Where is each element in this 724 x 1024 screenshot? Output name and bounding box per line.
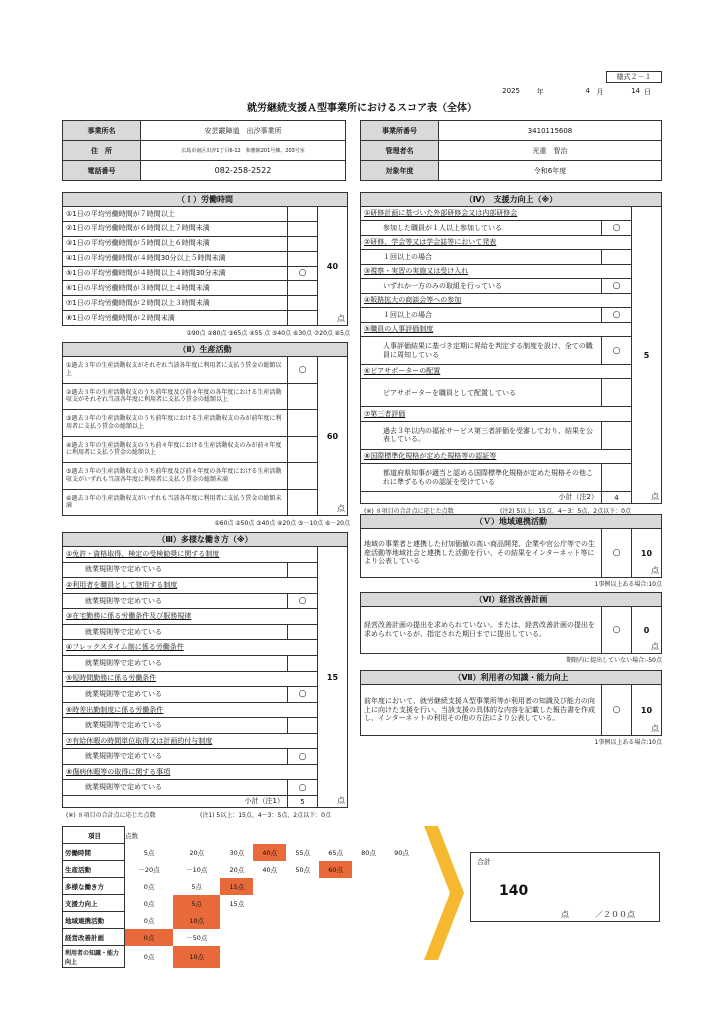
target-year-label: 対象年度 [361, 161, 439, 181]
total-label: 合計 [477, 858, 491, 866]
table-cell: 10点 [173, 946, 220, 968]
date-day: 14 [631, 87, 640, 95]
item-label: ⑦1日の平均労働時間が２時間以上３時間未満 [66, 298, 210, 307]
score-reference-table [62, 826, 418, 968]
item-label: 就業規則等で定めている [85, 658, 162, 667]
table-cell [253, 895, 286, 912]
item-heading [63, 547, 317, 563]
item-label: ⑥1日の平均労働時間が３時間以上４時間未満 [66, 283, 210, 292]
table-cell [319, 895, 352, 912]
item-label: ⑥ピアサポーターの配置 [364, 367, 441, 376]
table-cell [352, 861, 385, 878]
check-mark-cell: ○ [601, 685, 631, 735]
check-mark-cell [287, 252, 317, 266]
table-row [63, 844, 419, 861]
check-mark-cell: ○ [601, 337, 631, 364]
subtotal-row [63, 795, 317, 807]
score-value: 15 [326, 672, 339, 682]
item-row [63, 410, 317, 437]
check-mark-cell: ○ [601, 221, 631, 234]
phone-label: 電話番号 [63, 161, 141, 181]
table-cell: 40点 [253, 844, 286, 861]
table-cell: －20点 [138, 865, 160, 874]
check-mark-cell: ○ [601, 529, 631, 577]
table-cell [286, 946, 319, 968]
table-row-label: 利用者の知識・能力向上 [63, 946, 125, 968]
score-value: 40 [326, 261, 339, 271]
table-cell: 0点 [143, 882, 155, 891]
section-title: （Ⅵ）経営改善計画 [361, 593, 661, 607]
table-row [63, 946, 419, 968]
table-head-item: 項目 [63, 827, 125, 844]
total-box [470, 852, 660, 922]
table-cell: 80点 [361, 848, 376, 857]
office-info-left [62, 120, 346, 181]
section-score [631, 685, 661, 735]
table-row-label: 地域連携活動 [63, 912, 125, 929]
table-row-label: 多様な働き方 [63, 878, 125, 895]
date-year-label: 年 [536, 88, 544, 96]
item-label: ⑤1日の平均労働時間が４時間以上４時間30分未満 [66, 269, 226, 278]
item-row [361, 279, 631, 293]
section-diverse-work [62, 532, 348, 808]
score-unit: 点 [337, 314, 345, 323]
score-unit: 点 [651, 724, 659, 733]
item-label: 就業規則等で定めている [85, 783, 162, 792]
table-head-score: 点数 [125, 831, 138, 840]
table-row [63, 912, 419, 929]
check-mark-cell [287, 207, 317, 221]
item-label: ④1日の平均労働時間が４時間30分以上５時間未満 [66, 254, 226, 263]
item-label: 就業規則等で定めている [85, 689, 162, 698]
item-heading [63, 734, 317, 750]
check-mark-cell [287, 656, 317, 671]
item-row [361, 337, 631, 365]
item-row [63, 463, 317, 490]
check-mark-cell: ○ [287, 780, 317, 795]
score-unit: 点 [651, 642, 659, 651]
check-mark-cell [287, 410, 317, 436]
check-mark-cell: ○ [287, 357, 317, 383]
item-label: ⑧1日の平均労働時間が２時間未満 [66, 313, 175, 322]
table-cell [286, 895, 319, 912]
date-day-label: 日 [644, 88, 651, 96]
table-row [63, 929, 419, 946]
total-unit: 点 [561, 910, 569, 919]
item-label: ①免許・資格取得、検定の受検勧奨に関する制度 [66, 549, 220, 558]
score-unit: 点 [337, 796, 345, 805]
item-row [63, 357, 317, 384]
table-cell [385, 895, 418, 912]
table-cell [385, 861, 418, 878]
item-label: ④過去３年の生産活動収支のうち前々年度における生産活動収支のみが前々年度に利用者に支払う賃金の総額以上 [66, 441, 282, 457]
item-row [63, 490, 317, 516]
table-cell: 40点 [262, 865, 278, 874]
subtotal-label: 小計（注2） [558, 493, 598, 502]
check-mark-cell: ○ [287, 267, 317, 281]
table-cell: 65点 [328, 848, 344, 857]
table-cell: 20点 [229, 865, 245, 874]
table-cell: 60点 [319, 861, 352, 878]
check-mark-cell: ○ [601, 607, 631, 653]
table-row-label: 労働時間 [63, 844, 125, 861]
section-footer: ①60点 ②50点 ③40点 ④20点 ⑤－10点 ⑥－20点 [214, 520, 350, 527]
item-row [63, 207, 317, 222]
item-row [63, 656, 317, 672]
item-label: １回以上の場合 [383, 310, 432, 319]
item-label: ④販路拡大の商談会等への参加 [364, 296, 462, 305]
section-text: 経営改善計画の提出を求められていない。または、経営改善計画の提出を求められているが、指定された期日までに提出している。 [364, 621, 595, 638]
check-mark-cell [601, 422, 631, 449]
item-label: 参加した職員が１人以上参加している [383, 223, 502, 232]
section-score [317, 547, 347, 807]
item-label: 就業規則等で定めている [85, 596, 162, 605]
office-name-label: 事業所名 [63, 121, 141, 141]
table-cell: 30点 [229, 848, 245, 857]
date-line [470, 87, 670, 97]
table-cell: 50点 [295, 865, 311, 874]
score-value: 5 [643, 350, 650, 360]
item-row [63, 222, 317, 237]
item-label: ①1日の平均労働時間が７時間以上 [66, 209, 175, 218]
item-row [63, 594, 317, 610]
item-row [63, 780, 317, 795]
section-note-left: (※) ８項目の合計点に応じた点数 [66, 812, 156, 819]
score-unit: 点 [651, 566, 659, 575]
section-regional [360, 514, 662, 578]
table-cell [352, 929, 385, 946]
section-title: （Ｖ）地域連携活動 [361, 515, 661, 529]
score-value: 10 [640, 548, 653, 558]
item-label: ⑥時差出勤制度に係る労働条件 [66, 705, 164, 714]
section-footer: ①90点 ②80点 ③65点 ④55 点 ⑤40点 ⑥30点 ⑦20点 ⑧5点 [186, 330, 350, 337]
date-year: 2025 [502, 87, 520, 95]
item-row [63, 563, 317, 579]
table-cell: 5点 [191, 882, 203, 891]
section-note: 1事例以上ある場合:10点 [594, 739, 662, 746]
section-score [317, 357, 347, 515]
item-label: ③1日の平均労働時間が５時間以上６時間未満 [66, 239, 210, 248]
check-mark-cell [287, 718, 317, 733]
table-cell [253, 929, 286, 946]
subtotal-row [361, 491, 631, 503]
item-label: ①過去３年の生産活動収支がそれぞれ当該各年度に利用者に支払う賃金の総額以上 [66, 362, 282, 377]
item-row [63, 687, 317, 703]
section-note-left: (※) ８項目の合計点に応じた点数 [364, 508, 454, 515]
office-no-label: 事業所番号 [361, 121, 439, 141]
item-heading [361, 450, 631, 464]
score-unit: 点 [337, 504, 345, 513]
office-name: 安芸霰障道 出汐事業所 [141, 121, 346, 141]
item-row [63, 237, 317, 252]
check-mark-cell [601, 379, 631, 406]
item-row [361, 221, 631, 235]
item-row [63, 281, 317, 296]
item-label: ④フレックスタイム制に係る労働条件 [66, 643, 184, 652]
check-mark-cell: ○ [601, 308, 631, 321]
item-row [361, 464, 631, 491]
table-cell [385, 929, 418, 946]
table-cell [253, 878, 286, 895]
item-label: 過去３年以内の福祉サービス第三者評価を受審しており、結果を公表している。 [383, 426, 593, 444]
check-mark-cell [287, 384, 317, 410]
table-cell: －10点 [186, 865, 208, 874]
table-cell: 20点 [189, 848, 205, 857]
arrow-icon [420, 826, 466, 960]
section-note-right: (注2) 5以上：15点、4～3：5点、2点以下：0点 [500, 508, 631, 515]
section-title: （Ｉ）労働時間 [63, 193, 347, 207]
table-cell: －50点 [186, 933, 208, 942]
item-label: 都道府県知事が適当と認める国際標準化規格が定めた規格その他これに準ずるものの認証を受けている [383, 468, 593, 486]
item-row [361, 379, 631, 407]
item-heading [361, 236, 631, 250]
section-note: 期限内に提出していない場合:-50点 [566, 657, 662, 664]
check-mark-cell [287, 237, 317, 251]
section-score [631, 607, 661, 653]
item-row [63, 252, 317, 267]
table-cell [385, 946, 418, 968]
section-score [631, 529, 661, 577]
check-mark-cell: ○ [287, 749, 317, 764]
check-mark-cell: ○ [287, 594, 317, 609]
table-cell: 10点 [173, 912, 220, 929]
section-text: 前年度において、就労継続支援Ａ型事業所等が利用者の知識及び能力の向上に向けた支援を行い、当該支援の具体的な内容を記載した報告書を作成し、インターネットの利用その他の方法により公表している。 [364, 696, 595, 723]
section-title: （Ⅲ）多様な働き方（※） [63, 533, 347, 547]
table-cell [352, 878, 385, 895]
table-cell [352, 946, 385, 968]
check-mark-cell [287, 437, 317, 463]
table-cell [352, 912, 385, 929]
item-heading [63, 672, 317, 688]
item-row [361, 308, 631, 322]
item-label: 就業規則等で定めている [85, 721, 162, 730]
phone: 082-258-2522 [141, 161, 346, 181]
item-heading [63, 703, 317, 719]
score-value: 60 [326, 431, 339, 441]
table-cell [319, 929, 352, 946]
item-heading [63, 640, 317, 656]
item-heading [63, 578, 317, 594]
address: 広島市南区出汐1丁目6-12 和雅館201号棟、203号室 [141, 141, 346, 161]
item-row [63, 267, 317, 282]
section-support-skill [360, 192, 662, 504]
check-mark-cell [287, 563, 317, 578]
item-row [63, 437, 317, 464]
check-mark-cell [287, 463, 317, 489]
table-cell [286, 929, 319, 946]
item-heading [361, 265, 631, 279]
table-cell: 0点 [143, 916, 155, 925]
table-cell: 55点 [295, 848, 311, 857]
check-mark-cell [601, 464, 631, 491]
office-no: 3410115608 [439, 121, 662, 141]
date-month-label: 月 [596, 88, 604, 96]
address-label: 住 所 [63, 141, 141, 161]
date-month: 4 [585, 87, 590, 95]
table-cell [385, 912, 418, 929]
item-label: ⑧国際標準化規格が定めた規格等の認証等 [364, 452, 497, 461]
manager-label: 管理者名 [361, 141, 439, 161]
item-label: ②過去３年の生産活動収支のうち前年度及び前々年度の各年度における生産活動収支がそれぞれ当該各年度に利用者に支払う賃金の総額以上 [66, 388, 282, 404]
check-mark-cell [601, 250, 631, 263]
table-row-label: 生産活動 [63, 861, 125, 878]
item-row [63, 311, 317, 325]
section-title: （Ⅶ）利用者の知識・能力向上 [361, 671, 661, 685]
item-row [63, 718, 317, 734]
check-mark-cell [287, 490, 317, 516]
table-row-label: 支援力向上 [63, 895, 125, 912]
table-cell [253, 946, 286, 968]
item-label: ③在宅勤務に係る労働条件及び服務規律 [66, 612, 192, 621]
subtotal-value: 5 [287, 796, 317, 807]
item-label: ③視察・実習の実施又は受け入れ [364, 267, 469, 276]
table-cell [319, 912, 352, 929]
item-label: 就業規則等で定めている [85, 565, 162, 574]
item-label: １回以上の場合 [383, 252, 432, 261]
table-cell: 15点 [229, 899, 245, 908]
form-number: 様式２－１ [606, 71, 662, 83]
check-mark-cell [287, 311, 317, 325]
table-cell [385, 878, 418, 895]
section-labor-hours [62, 192, 348, 326]
item-heading [63, 609, 317, 625]
score-value: 10 [640, 705, 653, 715]
item-label: ②研修、学会等又は学会誌等において発表 [364, 238, 497, 247]
item-label: ⑦第三者評価 [364, 409, 406, 418]
section-management [360, 592, 662, 654]
item-row [63, 384, 317, 411]
section-user-ability [360, 670, 662, 736]
item-label: ピアサポーターを職員として配置している [383, 388, 516, 397]
item-row [361, 422, 631, 450]
item-label: ②1日の平均労働時間が６時間以上７時間未満 [66, 224, 210, 233]
table-cell: 0点 [125, 929, 174, 946]
item-row [63, 296, 317, 311]
table-cell [220, 929, 253, 946]
score-unit: 点 [651, 492, 659, 501]
table-cell [319, 946, 352, 968]
total-value: 140 [499, 883, 529, 899]
item-label: 就業規則等で定めている [85, 627, 162, 636]
item-heading [361, 294, 631, 308]
subtotal-label: 小計（注1） [244, 797, 284, 806]
item-row [63, 749, 317, 765]
item-row [63, 625, 317, 641]
table-cell: 5点 [173, 895, 220, 912]
item-label: いずれか一方のみの取組を行っている [383, 281, 502, 290]
table-cell: 0点 [143, 899, 155, 908]
item-label: ①研修計画に基づいた外部研修会又は内部研修会 [364, 209, 518, 218]
item-label: ⑤過去３年の生産活動収支のうち前年度及び前々年度の各年度における生産活動収支がいずれも当該各年度に利用者に支払う賃金の総額未満 [66, 468, 282, 483]
item-label: ②利用者を職員として登用する制度 [66, 581, 178, 590]
check-mark-cell [287, 222, 317, 236]
table-row [63, 895, 419, 912]
table-cell [319, 878, 352, 895]
table-cell: 15点 [220, 878, 253, 895]
item-label: 就業規則等で定めている [85, 752, 162, 761]
item-heading [361, 365, 631, 379]
item-heading [361, 207, 631, 221]
table-row [63, 878, 419, 895]
item-label: ⑦有給休暇の時間単位取得又は計画的付与制度 [66, 736, 213, 745]
check-mark-cell: ○ [287, 687, 317, 702]
check-mark-cell [287, 281, 317, 295]
section-production [62, 342, 348, 516]
table-cell: 0点 [143, 953, 155, 961]
table-cell: 90点 [394, 848, 409, 857]
item-label: ⑤短時間勤務に係る労働条件 [66, 674, 157, 683]
check-mark-cell [287, 625, 317, 640]
item-label: ③過去３年の生産活動収支のうち前年度における生産活動収支のみが前年度に利用者に支払う賃金の総額以上 [66, 415, 282, 430]
table-row [63, 861, 419, 878]
score-value: 0 [643, 625, 650, 635]
section-title: （Ⅳ） 支援力向上（※） [361, 193, 661, 207]
office-info-right [360, 120, 662, 181]
item-heading [361, 323, 631, 337]
total-max: ／２００点 [595, 910, 635, 919]
page-title: 就労継続支援Ａ型事業所におけるスコア表（全体） [247, 103, 477, 114]
section-score [317, 207, 347, 325]
item-label: ⑥過去３年の生産活動収支がいずれも当該各年度に利用者に支払う賃金の総額未満 [66, 494, 282, 510]
table-cell [253, 912, 286, 929]
table-cell [286, 912, 319, 929]
item-row [361, 250, 631, 264]
table-cell: 5点 [143, 848, 155, 857]
item-label: ⑧傷病休暇等の取得に関する事項 [66, 767, 171, 776]
subtotal-value: 4 [601, 492, 631, 503]
check-mark-cell [287, 296, 317, 310]
table-cell [220, 912, 253, 929]
manager: 光重 智治 [439, 141, 662, 161]
item-heading [63, 765, 317, 781]
check-mark-cell: ○ [601, 279, 631, 292]
table-cell [220, 946, 253, 968]
section-note: 1事例以上ある場合:10点 [594, 581, 662, 588]
section-text: 地域の事業者と連携した付加価値の高い商品開発、企業や官公庁等での生産活動等地域社会と連携した活動を行い、その結果をインターネット等により公表している [364, 539, 595, 566]
item-label: ⑤職員の人事評価制度 [364, 324, 434, 333]
table-cell [352, 895, 385, 912]
table-row-label: 経営改善計画 [63, 929, 125, 946]
target-year: 令和6年度 [439, 161, 662, 181]
section-title: （Ⅱ）生産活動 [63, 343, 347, 357]
item-heading [361, 407, 631, 421]
section-score [631, 207, 661, 503]
section-note-right: (注1) 5以上：15点、4～3：5点、2点以下：0点 [200, 812, 331, 819]
item-label: 人事評価結果に基づき定期に昇給を判定する制度を設け、全ての職員に周知している [383, 341, 593, 359]
table-cell [286, 878, 319, 895]
